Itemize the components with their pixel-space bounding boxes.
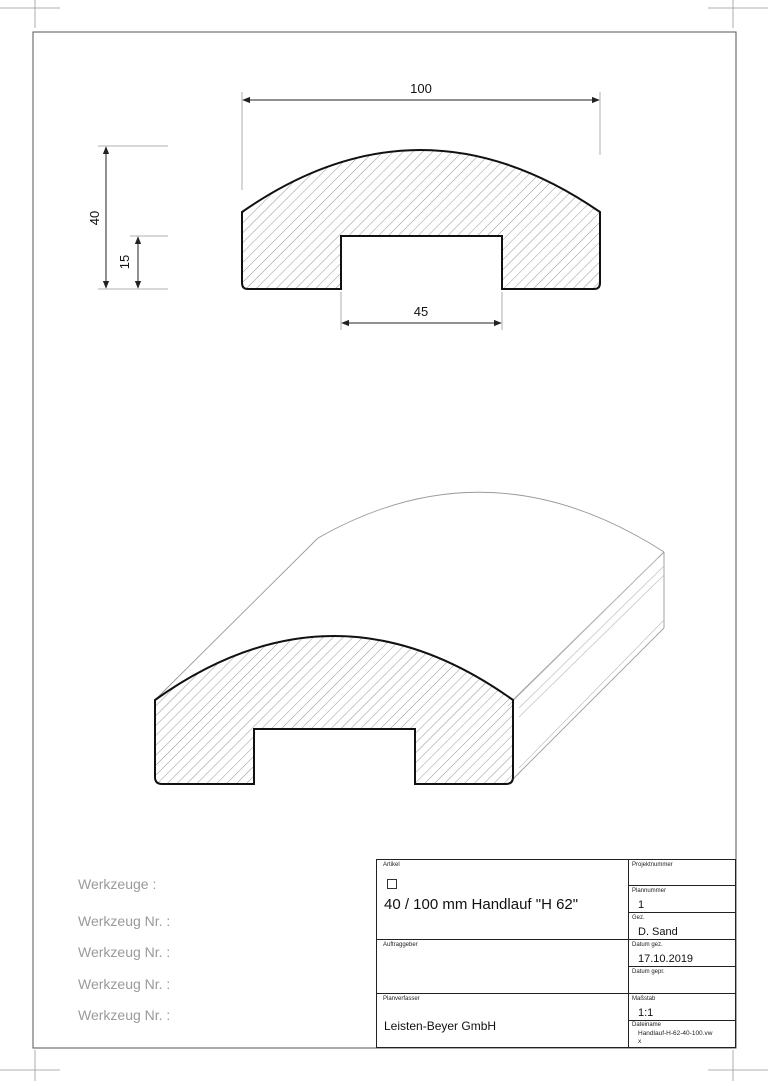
gez-value: D. Sand xyxy=(638,926,678,938)
title-block xyxy=(376,859,736,1048)
artikel-cell xyxy=(376,859,629,940)
datum-gez-label: Datum gez. xyxy=(632,942,663,948)
profile-section xyxy=(242,150,600,289)
massstab-cell xyxy=(628,993,736,1021)
tool-number-label-2: Werkzeug Nr. : xyxy=(78,944,171,960)
tool-number-label-1: Werkzeug Nr. : xyxy=(78,913,171,929)
tool-number-label-3: Werkzeug Nr. : xyxy=(78,976,171,992)
projektnummer-cell xyxy=(628,859,736,886)
plannummer-label: Plannummer xyxy=(632,888,667,894)
planverfasser-label: Planverfasser xyxy=(383,996,420,1002)
isometric-section-face xyxy=(155,636,513,784)
groove-width-dimension-label: 45 xyxy=(413,304,429,319)
datum-gez-value: 17.10.2019 xyxy=(638,953,694,965)
gez-cell xyxy=(628,912,736,940)
massstab-value: 1:1 xyxy=(638,1007,654,1019)
plannummer-value: 1 xyxy=(638,899,645,911)
dateiname-label: Dateiname xyxy=(632,1022,662,1028)
dateiname-cell xyxy=(628,1020,736,1048)
planverfasser-cell xyxy=(376,993,629,1048)
plannummer-cell xyxy=(628,885,736,913)
dateiname-value-line2: x xyxy=(638,1038,642,1045)
auftraggeber-label: Auftraggeber xyxy=(383,942,418,948)
artikel-checkbox[interactable] xyxy=(387,879,397,889)
groove-depth-dimension xyxy=(130,236,168,288)
auftraggeber-cell xyxy=(376,939,629,994)
tool-number-label-4: Werkzeug Nr. : xyxy=(78,1007,171,1023)
tools-heading: Werkzeuge : xyxy=(78,876,157,892)
datum-gepr-label: Datum gepr. xyxy=(632,969,665,975)
projektnummer-label: Projektnummer xyxy=(632,862,673,868)
height-dimension-label: 40 xyxy=(87,210,102,226)
groove-depth-dimension-label: 15 xyxy=(117,254,132,270)
massstab-label: Maßstab xyxy=(632,996,656,1002)
gez-label: Gez. xyxy=(632,915,645,921)
datum-gepr-cell xyxy=(628,966,736,994)
height-dimension xyxy=(98,146,168,289)
width-dimension-label: 100 xyxy=(410,81,432,96)
artikel-label: Artikel xyxy=(383,862,400,868)
planverfasser-value: Leisten-Beyer GmbH xyxy=(384,1019,497,1033)
dateiname-value-line1: Handlauf-H-62-40-100.vw xyxy=(638,1030,713,1037)
artikel-value: 40 / 100 mm Handlauf "H 62" xyxy=(384,896,579,913)
datum-gez-cell xyxy=(628,939,736,967)
isometric-view xyxy=(155,492,664,784)
